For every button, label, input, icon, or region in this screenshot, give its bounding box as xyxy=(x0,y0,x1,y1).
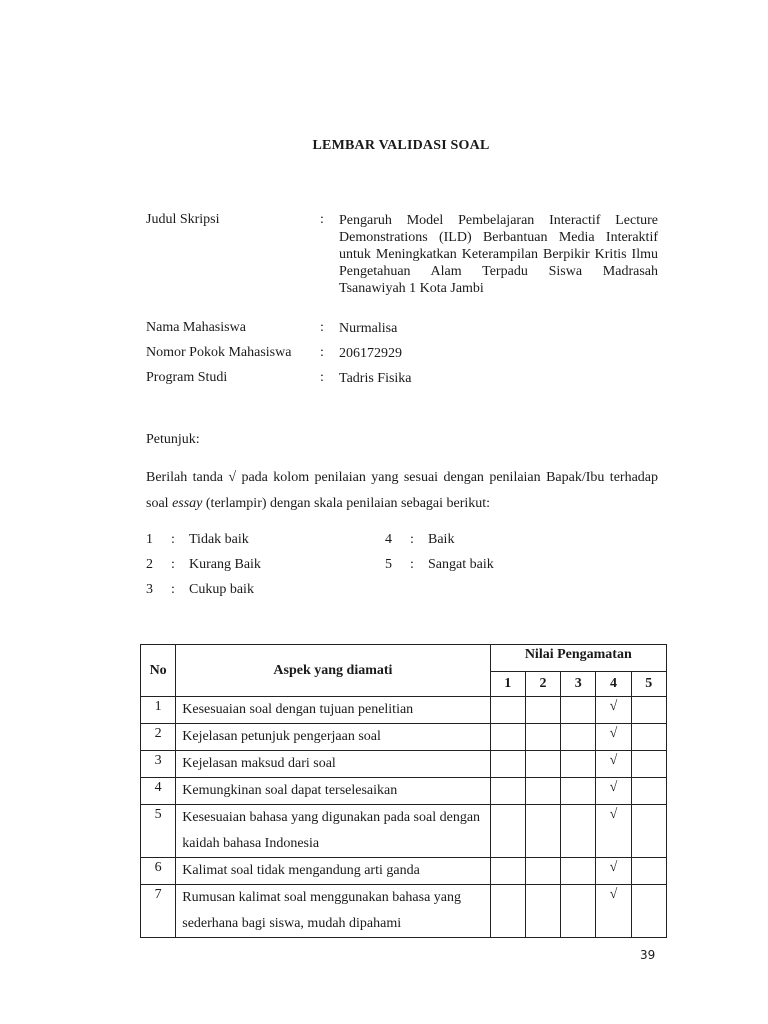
table-row xyxy=(141,751,667,778)
instruction-text xyxy=(146,465,658,517)
instruction-emphasis: essay xyxy=(172,496,203,511)
scale-number: 5 xyxy=(385,557,392,572)
scale-label: Cukup baik xyxy=(189,582,254,597)
info-colon: : xyxy=(320,320,324,335)
score-column-3: 3 xyxy=(561,672,596,697)
score-cell-4[interactable] xyxy=(596,858,631,885)
row-aspect: Kesesuaian soal dengan tujuan penelitian xyxy=(176,697,490,724)
score-cell-2[interactable] xyxy=(525,724,560,751)
scale-number: 2 xyxy=(146,557,153,572)
table-row xyxy=(141,697,667,724)
row-number: 4 xyxy=(141,778,176,805)
score-cell-4[interactable] xyxy=(596,751,631,778)
page-title: LEMBAR VALIDASI SOAL xyxy=(312,138,490,153)
info-colon: : xyxy=(320,212,324,227)
score-cell-5[interactable] xyxy=(631,805,666,858)
info-row-npm xyxy=(146,345,666,362)
check-mark-icon: √ xyxy=(609,753,618,768)
info-label: Nama Mahasiswa xyxy=(146,320,246,335)
scale-colon: : xyxy=(171,532,175,547)
score-cell-2[interactable] xyxy=(525,697,560,724)
info-label: Nomor Pokok Mahasiswa xyxy=(146,345,292,360)
check-mark-icon: √ xyxy=(609,887,618,902)
validation-table xyxy=(140,644,667,938)
score-cell-1[interactable] xyxy=(490,751,525,778)
score-cell-3[interactable] xyxy=(561,805,596,858)
info-colon: : xyxy=(320,370,324,385)
scale-label: Sangat baik xyxy=(428,557,494,572)
table-row xyxy=(141,724,667,751)
page-number: 39 xyxy=(640,948,656,962)
instruction-before: Berilah tanda √ pada kolom penilaian yang sesuai dengan penilaian Bapak/Ibu terhadap soal xyxy=(146,470,658,511)
score-column-2: 2 xyxy=(525,672,560,697)
scale-colon: : xyxy=(171,582,175,597)
row-aspect: Kejelasan petunjuk pengerjaan soal xyxy=(176,724,490,751)
score-cell-1[interactable] xyxy=(490,778,525,805)
score-cell-5[interactable] xyxy=(631,858,666,885)
score-column-4: 4 xyxy=(596,672,631,697)
scale-number: 1 xyxy=(146,532,153,547)
score-cell-3[interactable] xyxy=(561,724,596,751)
score-cell-4[interactable] xyxy=(596,805,631,858)
header-aspect: Aspek yang diamati xyxy=(176,645,490,697)
score-column-1: 1 xyxy=(490,672,525,697)
score-cell-3[interactable] xyxy=(561,885,596,938)
row-aspect: Kalimat soal tidak mengandung arti ganda xyxy=(176,858,490,885)
score-cell-5[interactable] xyxy=(631,724,666,751)
score-cell-1[interactable] xyxy=(490,805,525,858)
score-cell-5[interactable] xyxy=(631,697,666,724)
score-cell-2[interactable] xyxy=(525,751,560,778)
table-row xyxy=(141,885,667,938)
score-cell-4[interactable] xyxy=(596,885,631,938)
info-value: Nurmalisa xyxy=(339,321,398,336)
scale-number: 4 xyxy=(385,532,392,547)
scale-label: Kurang Baik xyxy=(189,557,261,572)
check-mark-icon: √ xyxy=(609,860,618,875)
info-colon: : xyxy=(320,345,324,360)
check-mark-icon: √ xyxy=(609,780,618,795)
row-aspect: Kemungkinan soal dapat terselesaikan xyxy=(176,778,490,805)
score-cell-3[interactable] xyxy=(561,697,596,724)
score-cell-2[interactable] xyxy=(525,885,560,938)
scale-label: Tidak baik xyxy=(189,532,249,547)
row-number: 1 xyxy=(141,697,176,724)
score-cell-4[interactable] xyxy=(596,724,631,751)
row-number: 7 xyxy=(141,885,176,938)
score-cell-1[interactable] xyxy=(490,885,525,938)
table-row xyxy=(141,778,667,805)
score-cell-1[interactable] xyxy=(490,697,525,724)
row-number: 6 xyxy=(141,858,176,885)
scale-colon: : xyxy=(410,532,414,547)
instruction-heading: Petunjuk: xyxy=(146,432,200,447)
check-mark-icon: √ xyxy=(609,699,618,714)
score-cell-2[interactable] xyxy=(525,778,560,805)
row-number: 5 xyxy=(141,805,176,858)
scale-number: 3 xyxy=(146,582,153,597)
row-aspect: Rumusan kalimat soal menggunakan bahasa yang sederhana bagi siswa, mudah dipahami xyxy=(176,885,490,938)
info-row-judul xyxy=(146,212,666,297)
row-number: 2 xyxy=(141,724,176,751)
check-mark-icon: √ xyxy=(609,807,618,822)
score-cell-1[interactable] xyxy=(490,724,525,751)
row-aspect: Kejelasan maksud dari soal xyxy=(176,751,490,778)
row-aspect: Kesesuaian bahasa yang digunakan pada soal dengan kaidah bahasa Indonesia xyxy=(176,805,490,858)
scale-colon: : xyxy=(410,557,414,572)
info-label: Judul Skripsi xyxy=(146,212,220,227)
info-value: Tadris Fisika xyxy=(339,371,412,386)
score-cell-4[interactable] xyxy=(596,778,631,805)
info-row-nama xyxy=(146,320,666,337)
info-row-prodi xyxy=(146,370,666,387)
score-cell-3[interactable] xyxy=(561,858,596,885)
table-row xyxy=(141,858,667,885)
score-cell-5[interactable] xyxy=(631,778,666,805)
info-label: Program Studi xyxy=(146,370,228,385)
instruction-after: (terlampir) dengan skala penilaian sebagai berikut: xyxy=(202,496,491,511)
score-cell-3[interactable] xyxy=(561,751,596,778)
score-cell-1[interactable] xyxy=(490,858,525,885)
score-cell-3[interactable] xyxy=(561,778,596,805)
score-cell-5[interactable] xyxy=(631,751,666,778)
info-value: 206172929 xyxy=(339,346,402,361)
score-cell-5[interactable] xyxy=(631,885,666,938)
check-mark-icon: √ xyxy=(609,726,618,741)
info-value: Pengaruh Model Pembelajaran Interactif Lecture Demonstrations (ILD) Berbantuan Media Interaktif untuk Meningkatkan Keterampilan Berpikir Kritis Ilmu Pengetahuan Alam Terpadu Siswa Madrasah Tsanawiyah 1 Kota Jambi xyxy=(339,213,658,296)
row-number: 3 xyxy=(141,751,176,778)
score-cell-4[interactable] xyxy=(596,697,631,724)
score-cell-2[interactable] xyxy=(525,858,560,885)
table-row xyxy=(141,805,667,858)
scale-colon: : xyxy=(171,557,175,572)
score-cell-2[interactable] xyxy=(525,805,560,858)
header-no: No xyxy=(141,645,176,697)
scale-label: Baik xyxy=(428,532,455,547)
score-column-5: 5 xyxy=(631,672,666,697)
header-score: Nilai Pengamatan xyxy=(490,645,666,672)
